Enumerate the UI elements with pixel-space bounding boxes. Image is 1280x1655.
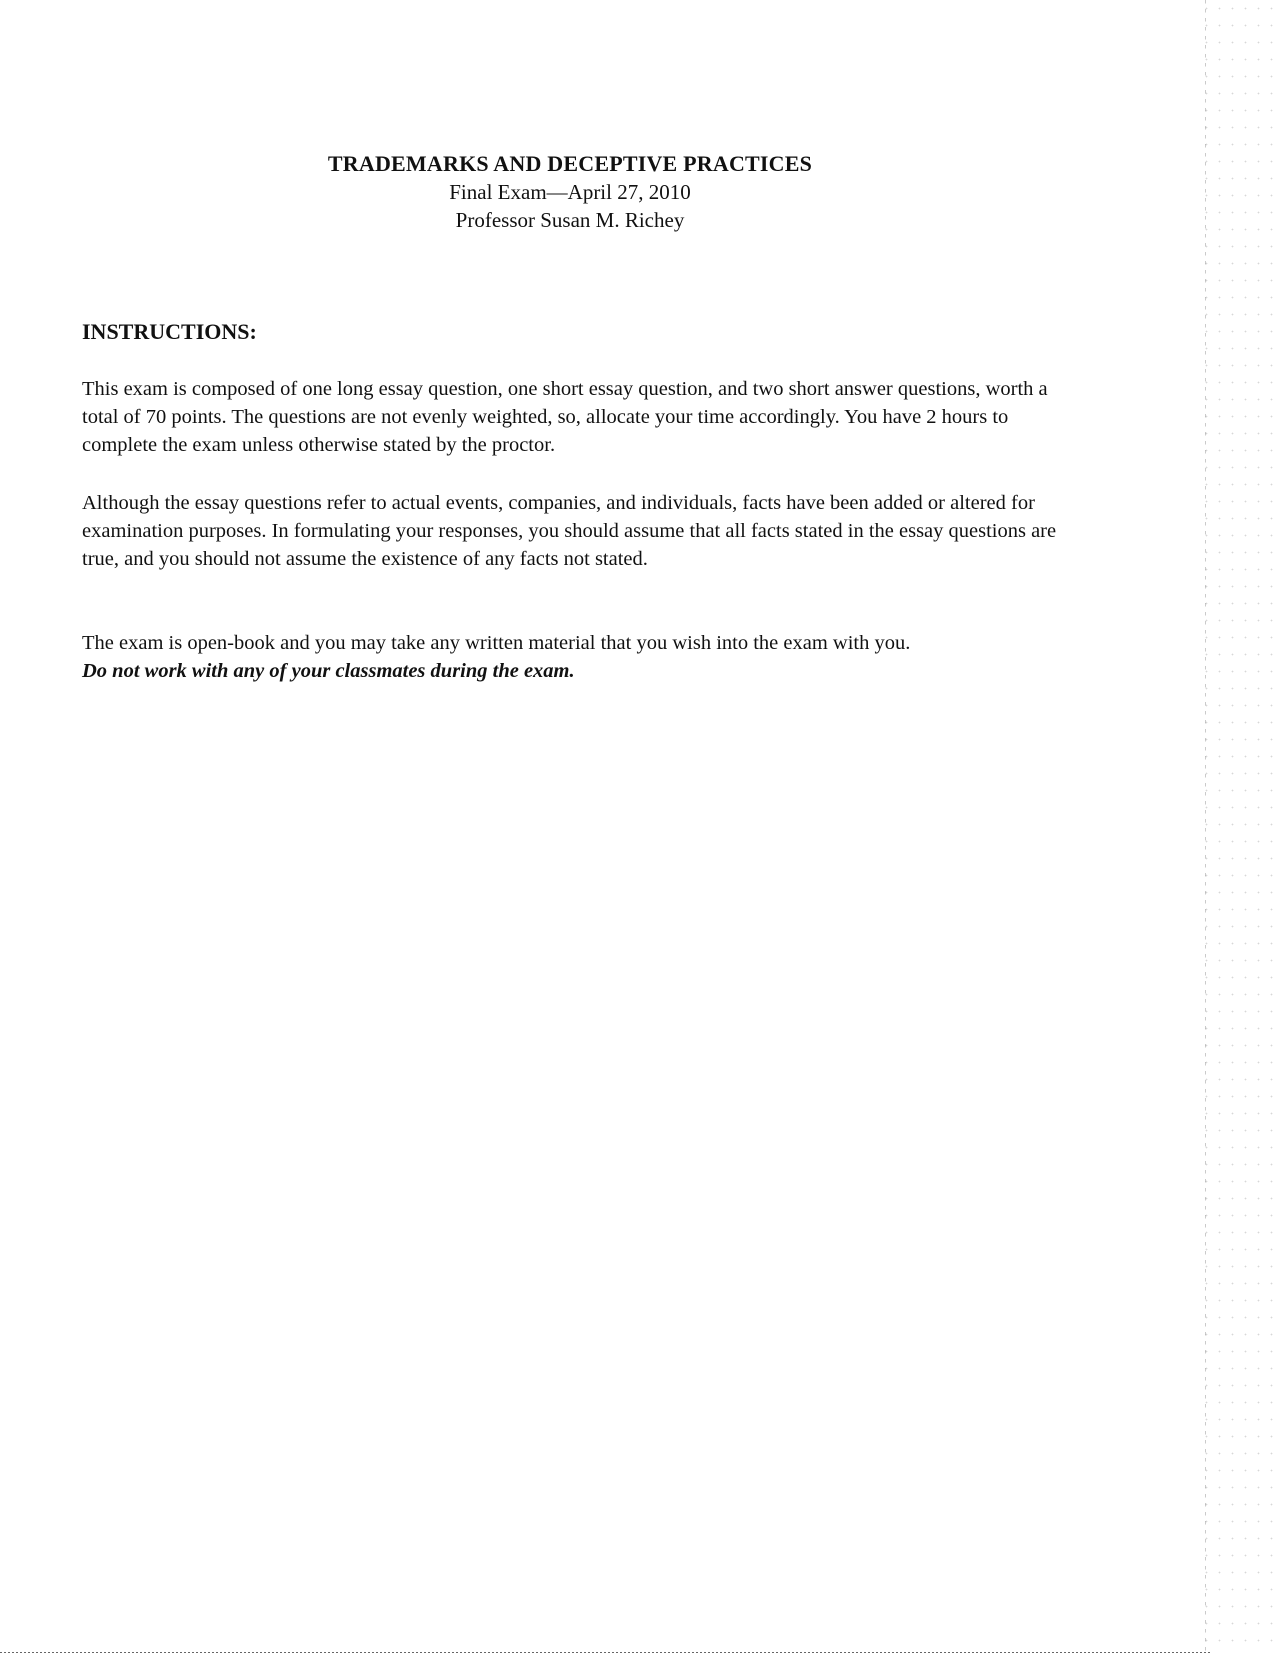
instructions-paragraph-1: This exam is composed of one long essay question, one short essay question, and two short answer questions, worth a total of 70 points. The questions are not evenly weighted, so, allocate your time accordingly. You have 2 hours to complete the exam unless otherwise stated by the proctor. (82, 378, 1048, 456)
scan-bottom-line (0, 1652, 1210, 1653)
open-book-text: The exam is open-book and you may take any written material that you wish into the exam with you. (82, 632, 911, 654)
exam-title: TRADEMARKS AND DECEPTIVE PRACTICES (327, 151, 813, 176)
exam-header (0, 150, 1140, 234)
instructions-paragraph-3 (82, 629, 1067, 685)
professor-name: Professor Susan M. Richey (455, 208, 685, 232)
instructions-paragraph-2: Although the essay questions refer to actual events, companies, and individuals, facts have been added or altered for examination purposes. In formulating your responses, you should assume that all facts stated in the essay questions are true, and you should not assume the existence of any facts not stated. (82, 492, 1057, 570)
no-collaboration-warning: Do not work with any of your classmates during the exam. (82, 660, 575, 682)
scan-edge-line (1205, 0, 1206, 1655)
scan-noise-edge (1200, 0, 1280, 1655)
instructions-heading: INSTRUCTIONS: (82, 319, 257, 344)
exam-date-line: Final Exam—April 27, 2010 (449, 180, 691, 204)
